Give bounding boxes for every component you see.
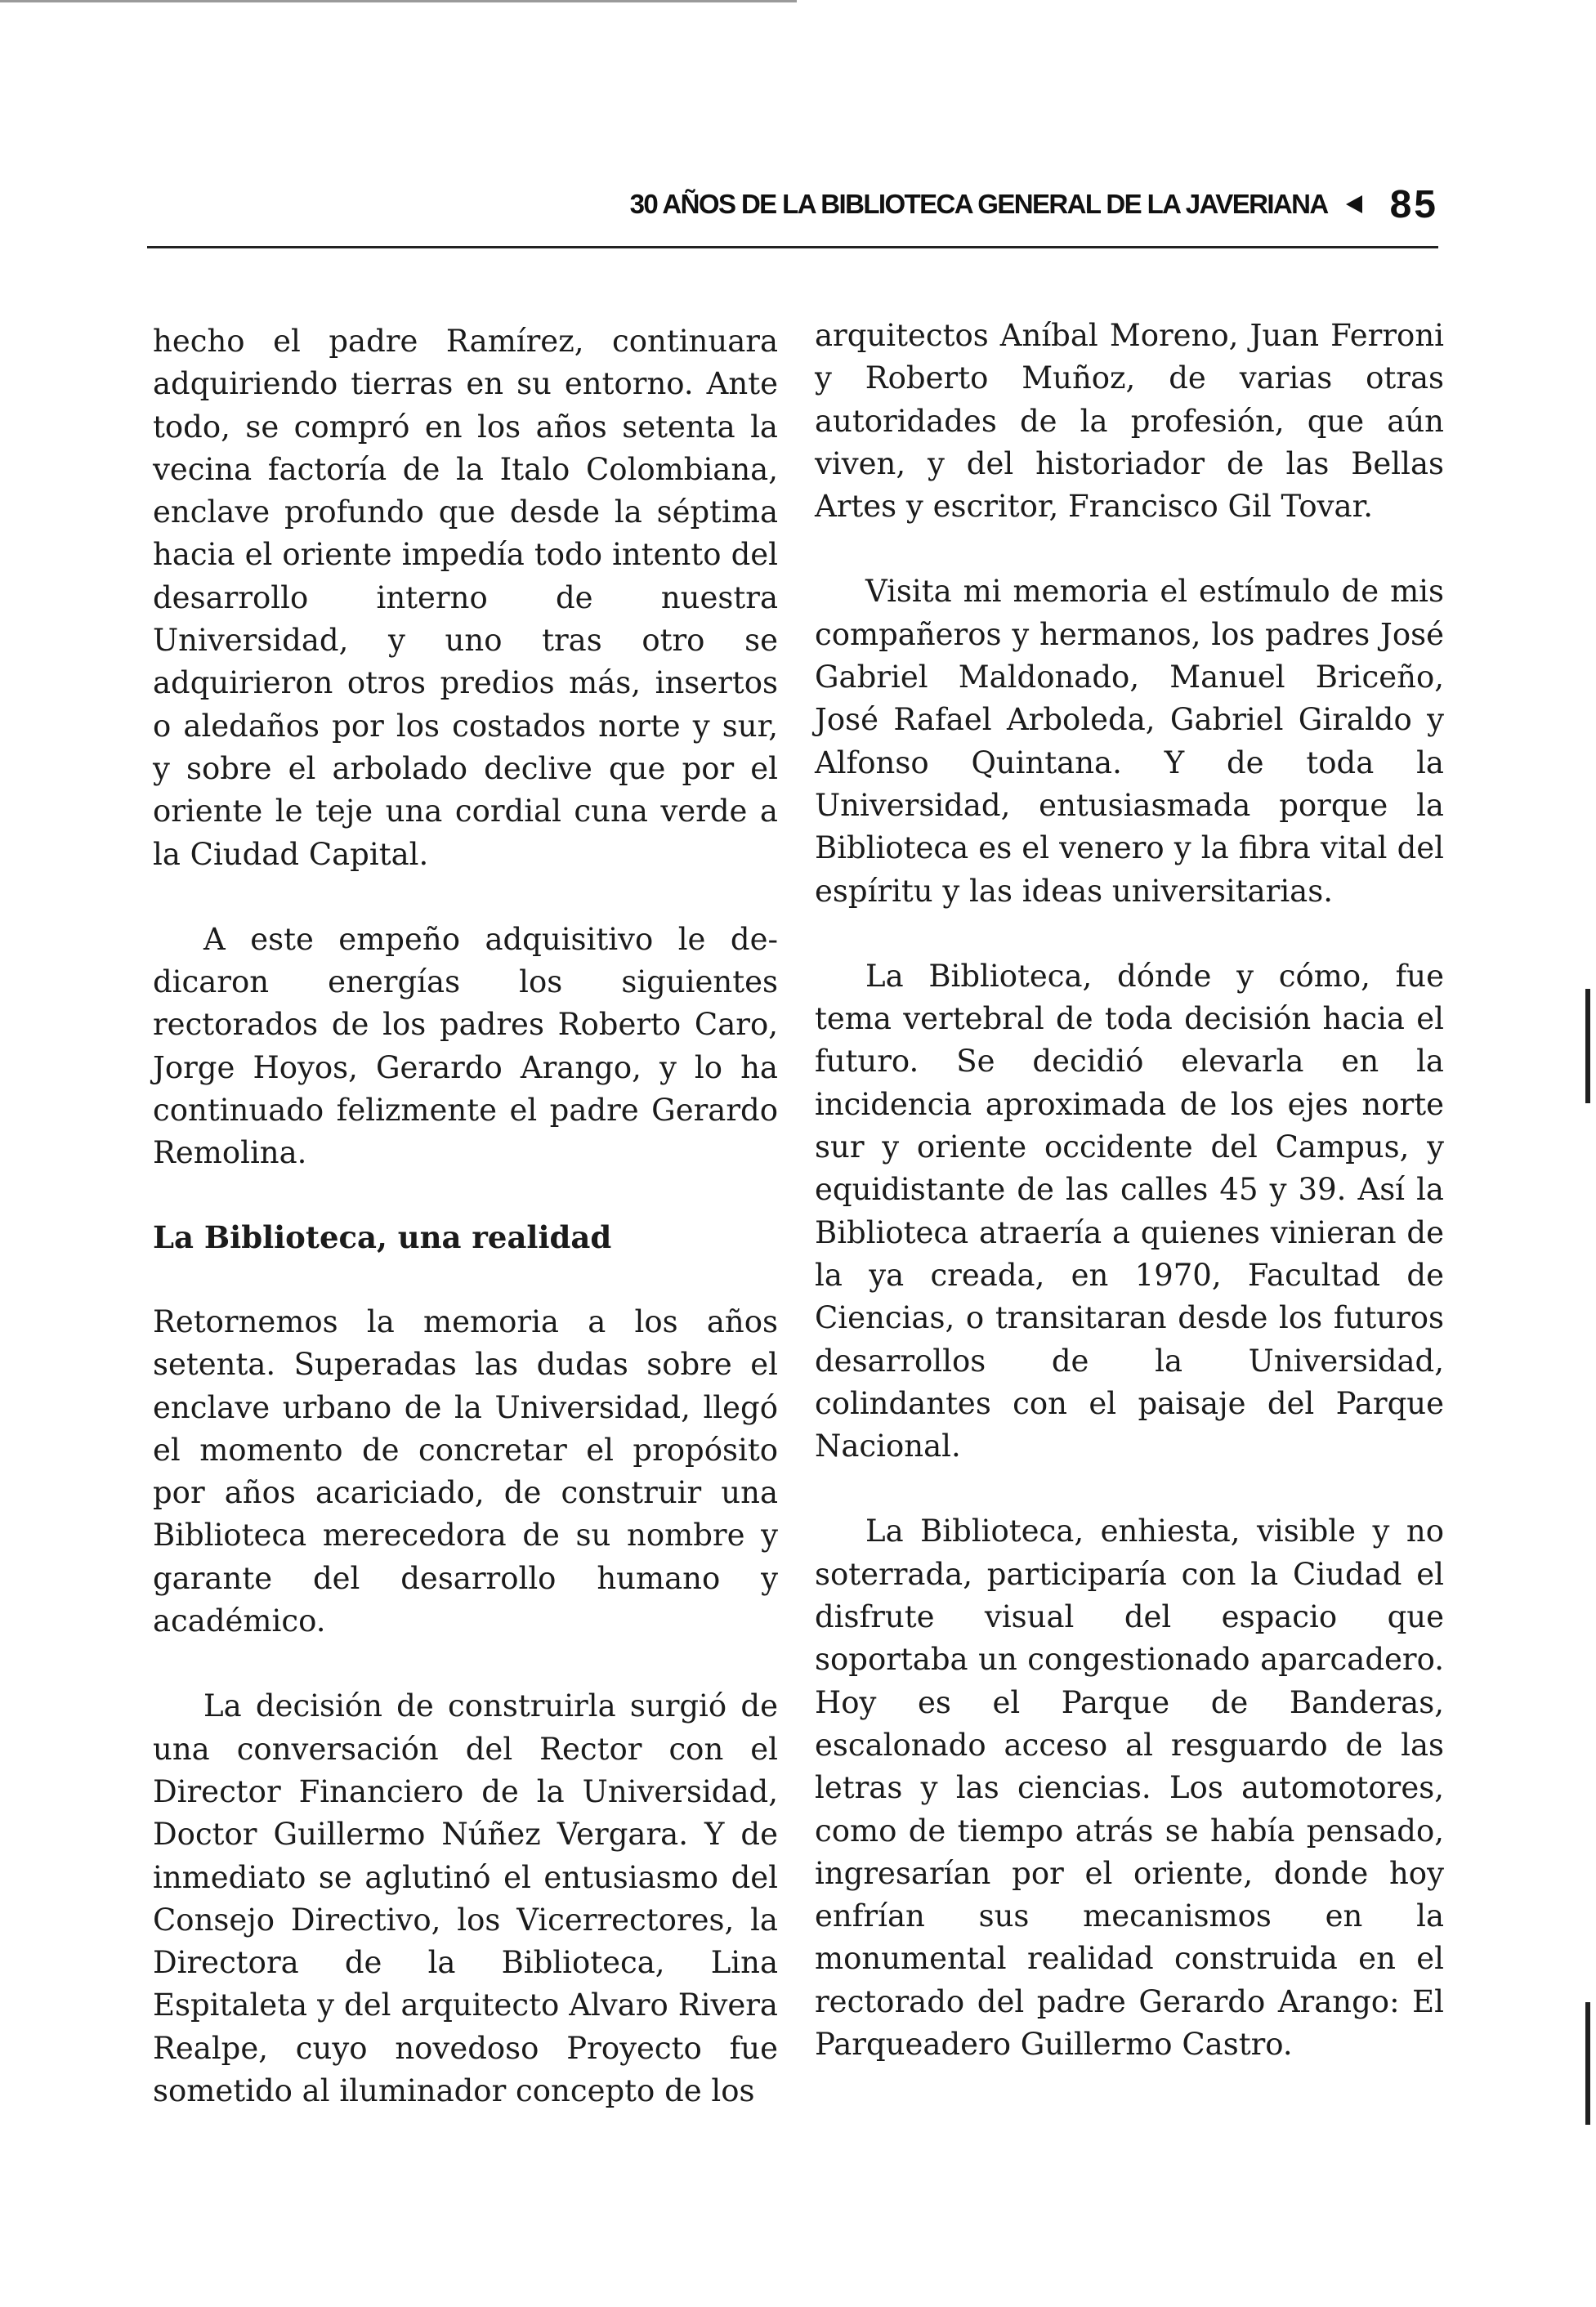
scan-top-edge	[0, 0, 797, 2]
paragraph: La Biblioteca, enhiesta, visible y no soterrada, participaría con la Ciudad el disfrute visual del espacio que soportaba un congestionado aparcadero. Hoy es el Parque de Banderas, escalonado acceso al resguardo de las letras y las ciencias. Los automotores, como de tiempo atrás se había pensado, ingresarían por el oriente, donde hoy enfrían sus mecanismos en la monumental realidad construida en el rectorado del padre Gerardo Arango: El Parqueadero Guillermo Castro.	[815, 1513, 1444, 2062]
scan-edge-mark	[1585, 989, 1590, 1103]
header-rule	[147, 246, 1438, 248]
page-number: 85	[1389, 182, 1438, 226]
section-heading: La Biblioteca, una realidad	[153, 1218, 612, 1255]
paragraph: La Biblioteca, dónde y cómo, fue tema vertebral de toda decisión hacia el futuro. Se decidió elevarla en la incidencia aproximada de los ejes norte sur y oriente occidente del Campus, y equidistante de las calles 45 y 39. Así la Biblioteca atraería a quienes vinieran de la ya creada, en 1970, Facultad de Ciencias, o transitaran desde los futuros desarrollos de la Universidad, colindantes con el paisaje del Parque Nacional.	[815, 958, 1444, 1464]
running-header	[147, 175, 1438, 234]
left-column	[153, 320, 778, 2113]
running-title: 30 AÑOS DE LA BIBLIOTECA GENERAL DE LA JAVERIANA	[629, 189, 1328, 219]
right-column	[815, 315, 1444, 2066]
paragraph: Visita mi memoria el estímulo de mis compañeros y hermanos, los padres José Gabriel Maldonado, Manuel Briceño, José Rafael Arboleda, Gabriel Giraldo y Alfonso Quintana. Y de toda la Universidad, entusiasmada porque la Biblioteca es el venero y la fibra vital del espíritu y las ideas universitarias.	[815, 574, 1444, 909]
paragraph: La decisión de construirla surgió de una conversación del Rector con el Director Financiero de la Universidad, Doctor Guillermo Núñez Vergara. Y de inmediato se aglutinó el entusiasmo del Consejo Directivo, los Vicerrectores, la Directora de la Biblioteca, Lina Espitaleta y del arquitecto Alvaro Rivera Realpe, cuyo novedoso Proyecto fue sometido al iluminador concepto de los	[153, 1688, 778, 2108]
paragraph: hecho el padre Ramírez, continuara adquiriendo tierras en su entorno. Ante todo, se compró en los años setenta la vecina factoría de la Italo Colombiana, enclave profundo que desde la séptima hacia el oriente impedía todo intento del desarrollo interno de nuestra Universidad, y uno tras otro se adquirieron otros predios más, insertos o aledaños por los costados norte y sur, y sobre el arbolado declive que por el oriente le teje una cordial cuna verde a la Ciudad Capital.	[153, 324, 778, 872]
paragraph: arquitectos Aníbal Moreno, Juan Ferroni y Roberto Muñoz, de varias otras autoridades de la profesión, que aún viven, y del historiador de las Bellas Artes y escritor, Francisco Gil Tovar.	[815, 318, 1444, 525]
left-arrow-icon	[1346, 195, 1362, 213]
paragraph: A este empeño adquisitivo le dedicaron energías los siguientes rectorados de los padres Roberto Caro, Jorge Hoyos, Gerardo Arango, y lo ha continuado felizmente el padre Gerardo Remolina.	[153, 921, 778, 1171]
scan-edge-mark	[1585, 2002, 1590, 2125]
paragraph: Retornemos la memoria a los años setenta. Superadas las dudas sobre el enclave urbano de la Universidad, llegó el momento de concretar el propósito por años acariciado, de construir una Biblioteca merecedora de su nombre y garante del desarrollo humano y académico.	[153, 1303, 778, 1639]
